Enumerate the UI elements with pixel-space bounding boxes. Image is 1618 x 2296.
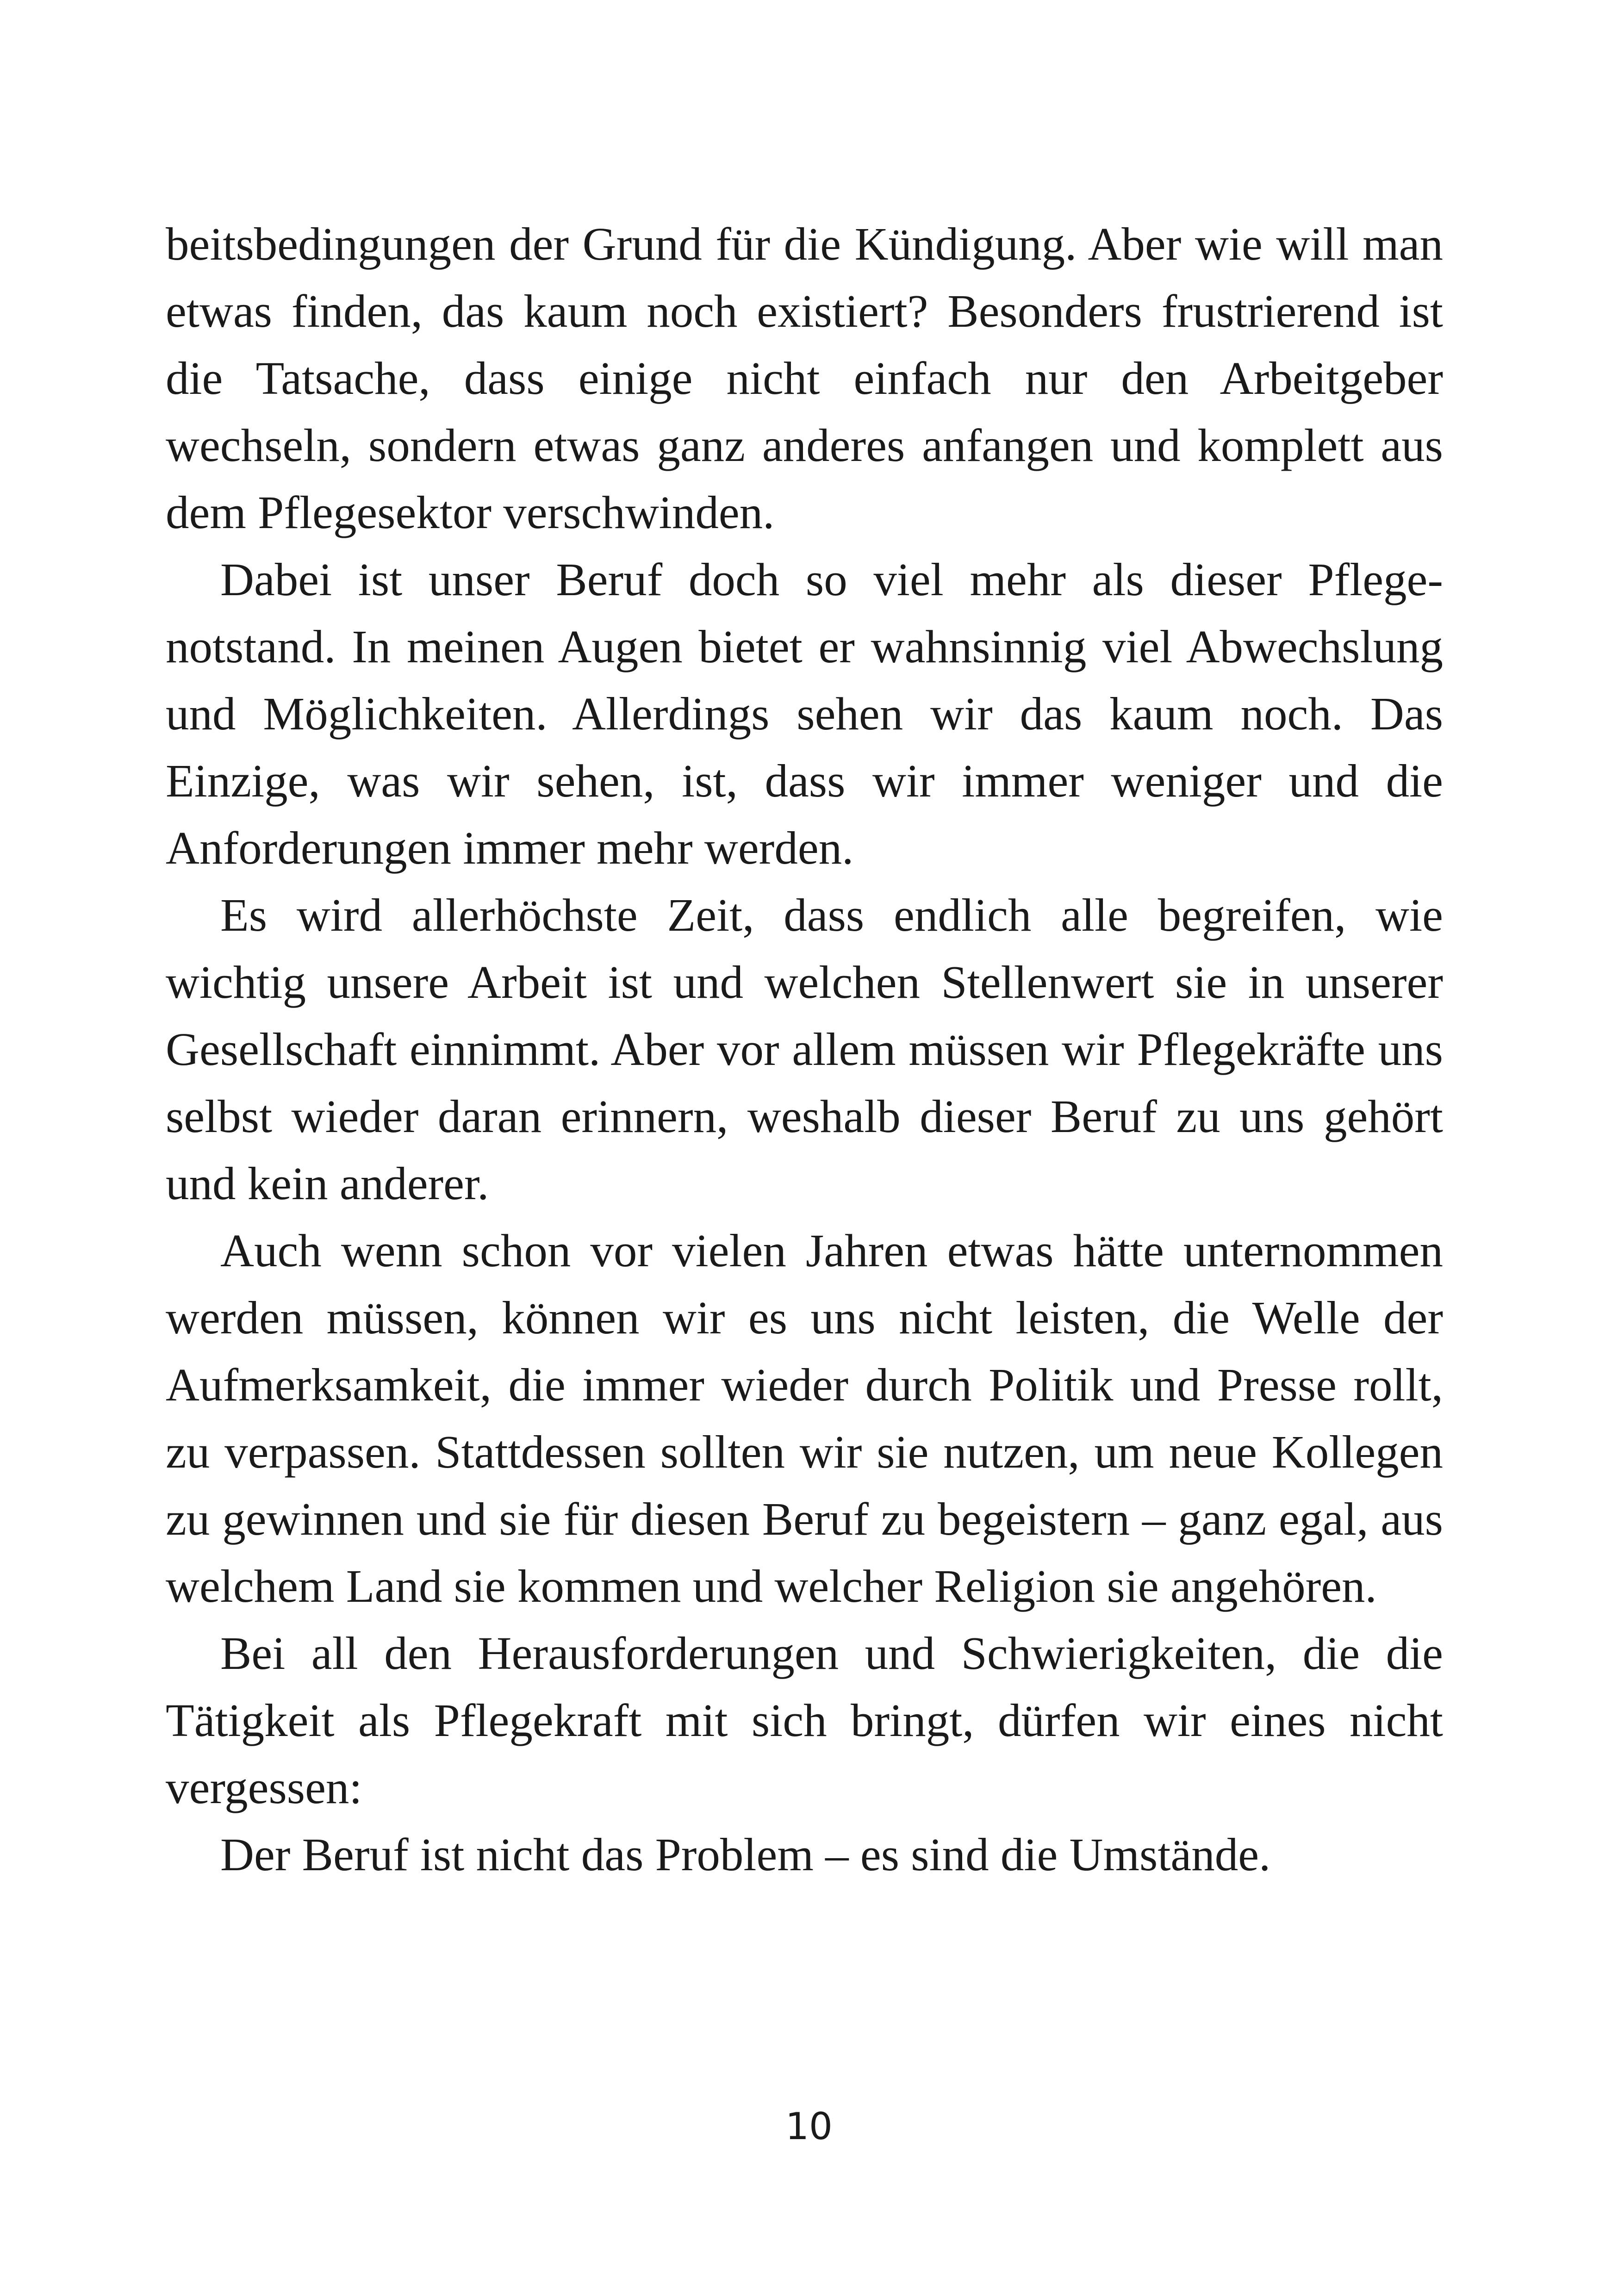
paragraph-3: Es wird allerhöchste Zeit, dass endlich alle begreifen, wie wichtig unsere Arbeit ist und welchen Stellenwert sie in unserer Gesellschaft einnimmt. Aber vor allem müssen wir Pflegekräfte uns selbst wieder daran erinnern, weshalb dieser Beruf zu uns gehört und kein anderer. [166,889,1443,1209]
paragraph-1: beitsbedingungen der Grund für die Kündigung. Aber wie will man etwas finden, das kaum noch existiert? Besonders frustrierend ist die Tatsache, dass einige nicht einfach nur den Arbeitgeber wechseln, sondern etwas ganz anderes anfangen und komplett aus dem Pflegesektor verschwinden. [166,218,1443,538]
paragraph-5: Bei all den Herausforderungen und Schwierigkeiten, die die Tätigkeit als Pflegekraft mit sich bringt, dürfen wir eines nicht vergessen: [166,1627,1443,1813]
page-number: 10 [785,2105,833,2148]
paragraph-4: Auch wenn schon vor vielen Jahren etwas hätte unternommen werden müssen, können wir es uns nicht leisten, die Welle der Aufmerksamkeit, die immer wieder durch Politik und Presse rollt, zu verpassen. Stattdessen sollten wir sie nutzen, um neue Kollegen zu gewinnen und sie für diesen Beruf zu begeistern – ganz egal, aus welchem Land sie kommen und welcher Religion sie angehören. [166,1225,1443,1612]
paragraph-6: Der Beruf ist nicht das Problem – es sind die Umstände. [220,1829,1271,1880]
paragraph-2: Dabei ist unser Beruf doch so viel mehr als dieser Pflegenotstand. In meinen Augen bietet er wahnsinnig viel Abwechslung und Möglichkeiten. Allerdings sehen wir das kaum noch. Das Einzige, was wir sehen, ist, dass wir immer weniger und die Anforderungen immer mehr werden. [166,554,1443,874]
body-text [166,211,1443,1888]
